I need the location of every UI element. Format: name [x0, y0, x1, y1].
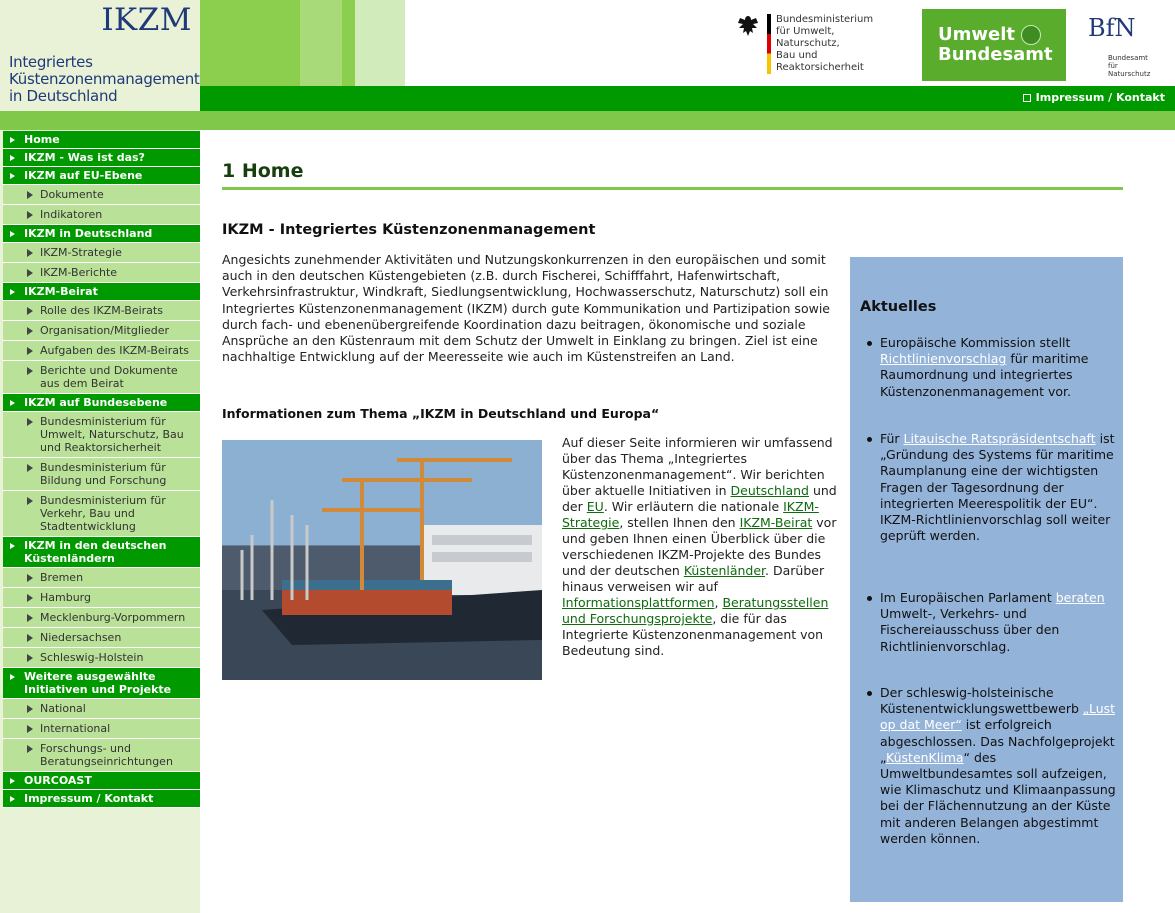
nav-sub-item[interactable]: Bundesministerium für Verkehr, Bau und Stadtentwicklung [3, 491, 200, 537]
nav-main-item[interactable]: Home [3, 131, 200, 149]
nav-sub-item[interactable]: Hamburg [3, 588, 200, 608]
news-link[interactable]: beraten [1055, 590, 1105, 605]
nav-main-item[interactable]: Impressum / Kontakt [3, 790, 200, 808]
link-ikzm-strategie[interactable]: IKZM-Strategie [562, 499, 819, 530]
nav-sub-item[interactable]: Indikatoren [3, 205, 200, 225]
section-heading: IKZM - Integriertes Küstenzonenmanagement [222, 222, 596, 238]
section-subheading: Informationen zum Thema „IKZM in Deutschland und Europa“ [222, 406, 660, 421]
link-beratungsstellen[interactable]: Beratungsstellen und Forschungsprojekte [562, 595, 829, 626]
nav-sub-item[interactable]: Bundesministerium für Bildung und Forschung [3, 458, 200, 491]
nav-sub-item[interactable]: Schleswig-Holstein [3, 648, 200, 668]
header-decoration [200, 0, 405, 86]
site-logo[interactable] [0, 0, 200, 111]
uba-logo[interactable]: Umwelt Bundesamt [922, 9, 1066, 81]
header-separator [0, 111, 1175, 130]
sidebar-nav [0, 130, 200, 913]
link-eu[interactable]: EU [586, 499, 604, 514]
bmu-text: Bundesministerium für Umwelt, Naturschutz, Bau und Reaktorsicherheit [776, 14, 874, 73]
intro-paragraph: Angesichts zunehmender Aktivitäten und Nutzungskonkurrenzen in den europäischen und somit auch in den deutschen Küstengebieten (z.B. durch Fischerei, Schifffahrt, Hafenwirtschaft, Verkehrsinfrastruktur, Windkraft, Siedlungsentwicklung, Hochwasserschutz, Naturschutz) soll ein Integriertes Küstenzonenmanagement (IKZM) durch gute Kommunikation und Partizipation sowie durch fach- und ebenenübergreifende Koordination dazu beitragen, ökonomische und soziale Ansprüche an den Küstenraum mit dem Schutz der Umwelt in Einklang zu bringen. Ziel ist eine nachhaltige Entwicklung auf der Meeresseite wie auch im Küstenstreifen an Land. [222, 252, 830, 365]
link-informationsplattformen[interactable]: Informationsplattformen [562, 595, 715, 610]
news-link[interactable]: Richtlinienvorschlag [880, 351, 1007, 367]
nav-sub-item[interactable]: IKZM-Strategie [3, 243, 200, 263]
link-deutschland[interactable]: Deutschland [730, 483, 809, 498]
german-flag-icon [767, 14, 771, 74]
news-item: Europäische Kommission stellt Richtlinienvorschlag für maritime Raumordnung und integriertes Küstenzonenmanagement vor. [880, 335, 1118, 400]
globe-icon [1021, 25, 1041, 45]
news-link[interactable]: Litauische Ratspräsidentschaft [903, 431, 1096, 446]
news-heading: Aktuelles [860, 299, 937, 315]
nav-sub-item[interactable]: Dokumente [3, 185, 200, 205]
impressum-link[interactable]: Impressum / Kontakt [1023, 91, 1165, 104]
bfn-logo[interactable]: BfN Bundesamt für Naturschutz [1088, 14, 1151, 78]
square-icon [1023, 94, 1031, 102]
nav-main-item[interactable]: Weitere ausgewählte Initiativen und Projekte [3, 668, 200, 699]
nav-sub-item[interactable]: International [3, 719, 200, 739]
nav-main-item[interactable]: IKZM auf EU-Ebene [3, 167, 200, 185]
top-bar [200, 86, 1175, 111]
news-item: Der schleswig-holsteinische Küstenentwicklungswettbewerb „Lust op dat Meer“ ist erfolgreich abgeschlossen. Das Nachfolgeprojekt „KüstenKlima“ des Umweltbundesamtes soll aufzeigen, wie Klimaschutz und Klimaanpassung bei der Flächennutzung an der Küste mit anderen Belangen abgestimmt werden können. [880, 685, 1118, 847]
eagle-icon [737, 14, 759, 38]
harbor-photo [222, 440, 542, 680]
article-text: Auf dieser Seite informieren wir umfassend über das Thema „Integriertes Küstenzonenmanagement“. Wir berichten über aktuelle Initiativen in Deutschland und der EU. Wir erläutern die nationale IKZM-Strategie, stellen Ihnen den IKZM-Beirat vor und geben Ihnen einen Überblick über die verschiedenen IKZM-Projekte des Bundes und der deutschen Küstenländer. Darüber hinaus verweisen wir auf Informationsplattformen, Beratungsstellen und Forschungsprojekte, die für das Integrierte Küstenzonenmanagement von Bedeutung sind. [562, 435, 837, 658]
nav-main-item[interactable]: IKZM in Deutschland [3, 225, 200, 243]
news-item: Für Litauische Ratspräsidentschaft ist „Gründung des Systems für maritime Raumplanung eine der wichtigsten Fragen der Tagesordnung der integrierten Meerespolitik der EU“. IKZM-Richtlinienvorschlag soll weiter geprüft werden. [880, 431, 1118, 544]
news-panel [850, 257, 1123, 902]
nav-sub-item[interactable]: Mecklenburg-Vorpommern [3, 608, 200, 628]
news-link[interactable]: „Lust op dat Meer“ [880, 701, 1116, 733]
nav-main-item[interactable]: IKZM auf Bundesebene [3, 394, 200, 412]
news-link[interactable]: KüstenKlima [886, 749, 964, 765]
nav-sub-item[interactable]: Berichte und Dokumente aus dem Beirat [3, 361, 200, 394]
nav-sub-item[interactable]: Forschungs- und Beratungseinrichtungen [3, 739, 200, 772]
nav-main-item[interactable]: IKZM-Beirat [3, 283, 200, 301]
nav-main-item[interactable]: IKZM in den deutschen Küstenländern [3, 537, 200, 568]
nav-sub-item[interactable]: Organisation/Mitglieder [3, 321, 200, 341]
news-item: Im Europäischen Parlament beraten Umwelt-, Verkehrs- und Fischereiausschuss über den Richtlinienvorschlag. [880, 590, 1118, 655]
nav-sub-item[interactable]: Bremen [3, 568, 200, 588]
page-title: 1 Home [222, 160, 304, 182]
nav-sub-item[interactable]: Rolle des IKZM-Beirats [3, 301, 200, 321]
nav-sub-item[interactable]: Aufgaben des IKZM-Beirats [3, 341, 200, 361]
nav-sub-item[interactable]: IKZM-Berichte [3, 263, 200, 283]
bmu-logo[interactable] [737, 14, 897, 74]
link-kuestenlaender[interactable]: Küstenländer [683, 563, 766, 578]
nav-main-item[interactable]: IKZM - Was ist das? [3, 149, 200, 167]
nav-sub-item[interactable]: Bundesministerium für Umwelt, Naturschutz, Bau und Reaktorsicherheit [3, 412, 200, 458]
logo-title: IKZM [101, 2, 192, 38]
title-divider [222, 187, 1123, 190]
nav-sub-item[interactable]: Niedersachsen [3, 628, 200, 648]
nav-main-item[interactable]: OURCOAST [3, 772, 200, 790]
link-ikzm-beirat[interactable]: IKZM-Beirat [739, 515, 813, 530]
logo-subtitle: Integriertes Küstenzonenmanagement in Deutschland [9, 53, 200, 105]
nav-sub-item[interactable]: National [3, 699, 200, 719]
